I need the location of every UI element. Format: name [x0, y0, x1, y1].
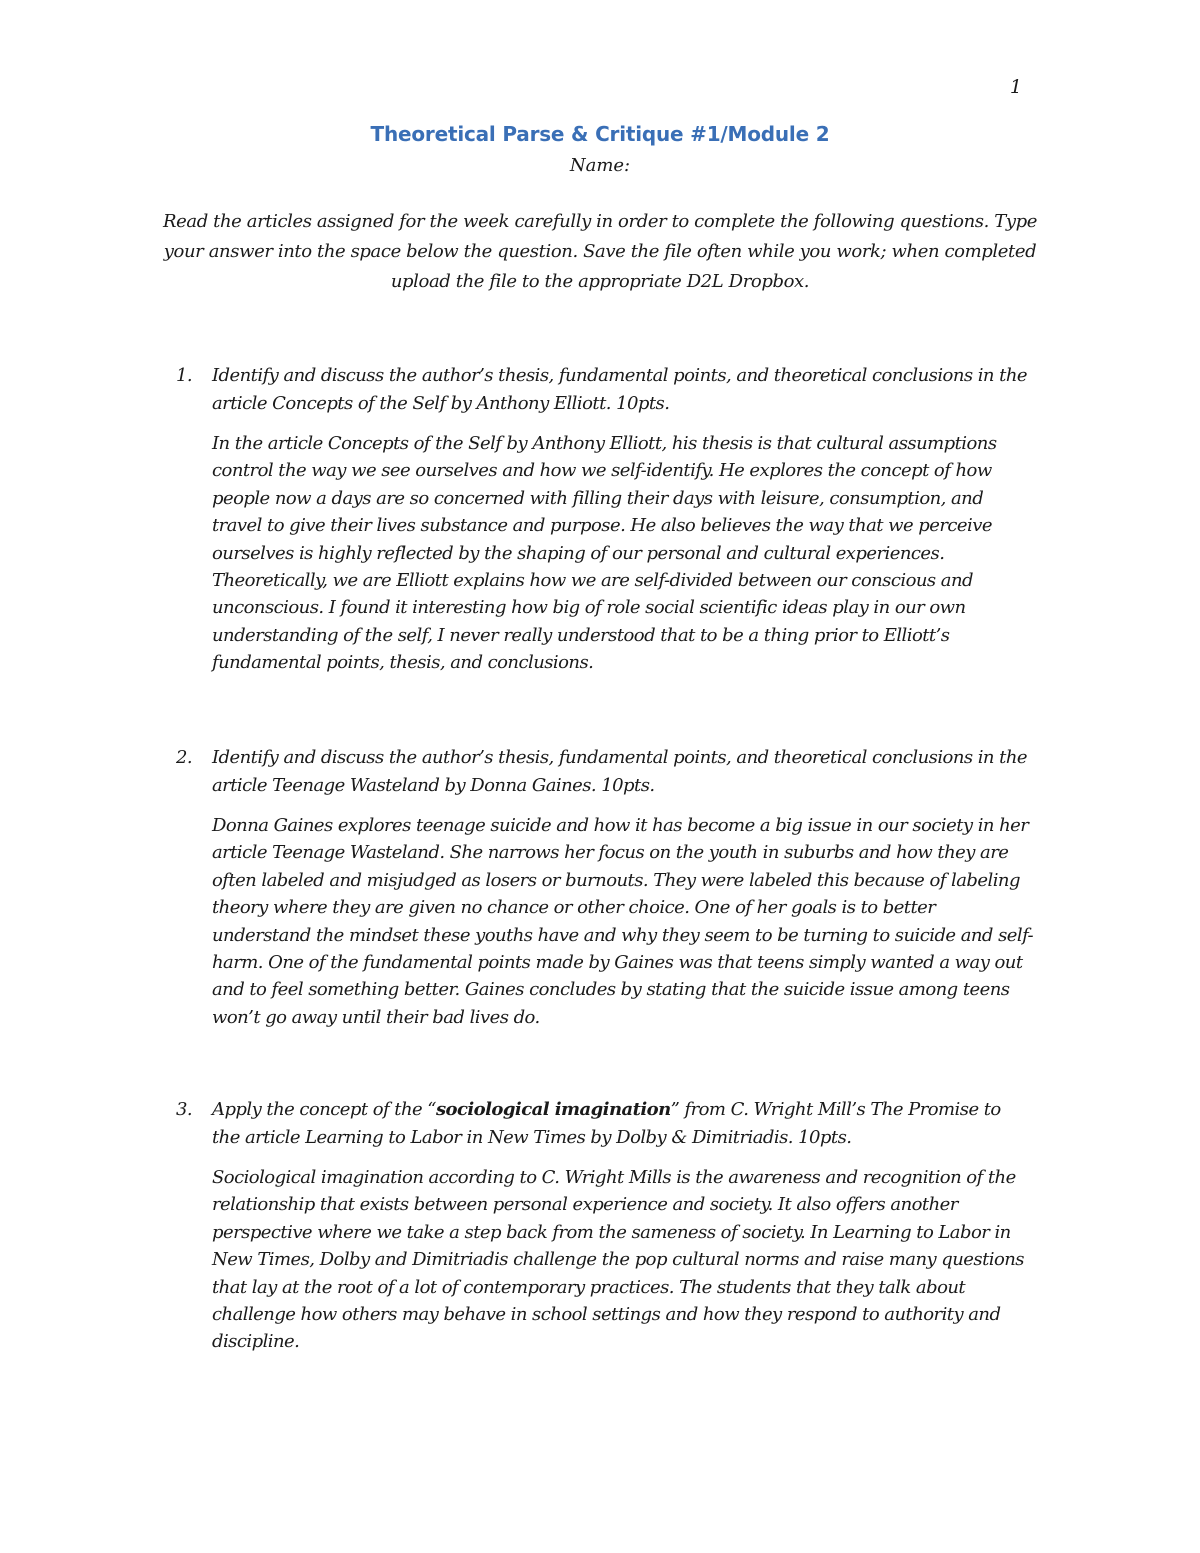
question-2	[176, 744, 1056, 1031]
name-label: Name:	[569, 155, 631, 176]
question-1	[176, 362, 1056, 677]
question-prompt: Identify and discuss the author’s thesis, fundamental points, and theoretical conclusions in the article Concepts of the Self by Anthony Elliott. 10pts.	[212, 365, 1027, 414]
answer-text[interactable]: Sociological imagination according to C. Wright Mills is the awareness and recognition of the relationship that exists between personal experience and society. It also offers another perspective where we take a step back from the sameness of society. In Learning to Labor in New Times, Dolby and Dimitriadis challenge the pop cultural norms and raise many questions that lay at the root of a lot of contemporary practices. The students that they talk about challenge how others may behave in school settings and how they respond to authority and discipline.	[212, 1167, 1024, 1353]
prompt-emphasis: sociological imagination	[435, 1099, 671, 1120]
page-number: 1	[1009, 76, 1022, 98]
question-prompt: Identify and discuss the author’s thesis, fundamental points, and theoretical conclusions in the article Teenage Wasteland by Donna Gaines. 10pts.	[212, 747, 1027, 796]
question-prompt	[212, 1096, 1032, 1152]
answer-text[interactable]: Donna Gaines explores teenage suicide and how it has become a big issue in our society in her article Teenage Wasteland. She narrows her focus on the youth in suburbs and how they are often labeled and misjudged as losers or burnouts. They were labeled this because of labeling theory where they are given no chance or other choice. One of her goals is to better understand the mindset these youths have and why they seem to be turning to suicide and self-harm. One of the fundamental points made by Gaines was that teens simply wanted a way out and to feel something better. Gaines concludes by stating that the suicide issue among teens won’t go away until their bad lives do.	[212, 815, 1034, 1028]
question-3	[176, 1096, 1056, 1356]
prompt-text-after: ” from C. Wright Mill’s The Promise to the article Learning to Labor in New Times by Dolby & Dimitriadis. 10pts.	[212, 1099, 1001, 1148]
question-number: 1.	[176, 365, 193, 386]
question-number: 3.	[176, 1099, 193, 1120]
answer-text[interactable]: In the article Concepts of the Self by Anthony Elliott, his thesis is that cultural assumptions control the way we see ourselves and how we self-identify. He explores the concept of how people now a days are so concerned with filling their days with leisure, consumption, and travel to give their lives substance and purpose. He also believes the way that we perceive ourselves is highly reflected by the shaping of our personal and cultural experiences. Theoretically, we are Elliott explains how we are self-divided between our conscious and unconscious. I found it interesting how big of role social scientific ideas play in our own understanding of the self, I never really understood that to be a thing prior to Elliott’s fundamental points, thesis, and conclusions.	[212, 433, 997, 674]
instructions-paragraph: Read the articles assigned for the week carefully in order to complete the following questions. Type your answer into the space below the question. Save the file often while you work; when completed upload the file to the appropriate D2L Dropbox.	[162, 211, 1038, 292]
prompt-text-before: Apply the concept of the “	[212, 1099, 436, 1120]
question-number: 2.	[176, 747, 193, 768]
document-title: Theoretical Parse & Critique #1/Module 2	[370, 122, 830, 146]
